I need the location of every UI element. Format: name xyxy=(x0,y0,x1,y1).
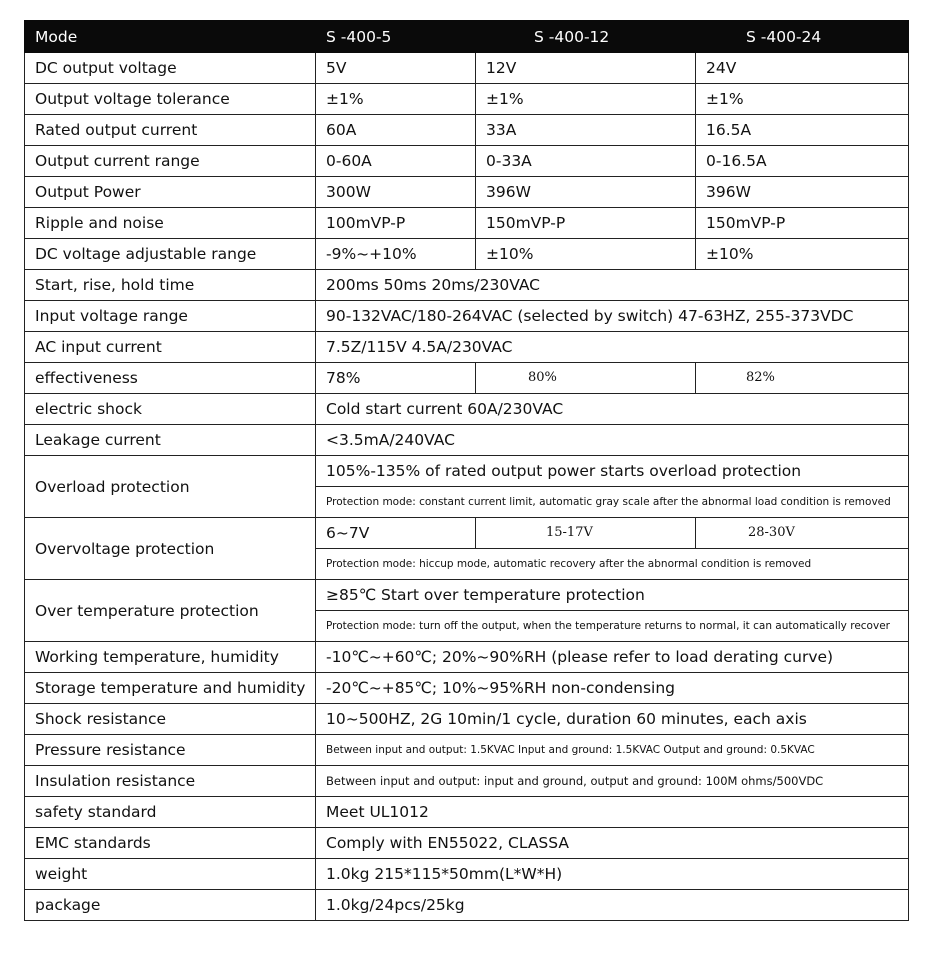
value-12v: 80% xyxy=(476,363,696,394)
row-label: Input voltage range xyxy=(25,301,316,332)
row-label: Leakage current xyxy=(25,425,316,456)
row-label: DC output voltage xyxy=(25,53,316,84)
value-all: 10~500HZ, 2G 10min/1 cycle, duration 60 minutes, each axis xyxy=(316,704,909,735)
value-5v: 0-60A xyxy=(316,146,476,177)
row-label: Overvoltage protection xyxy=(25,518,316,580)
value-12v: 150mVP-P xyxy=(476,208,696,239)
overload-mode: Protection mode: constant current limit, automatic gray scale after the abnormal load condition is removed xyxy=(316,487,909,518)
row-label: EMC standards xyxy=(25,828,316,859)
row-weight xyxy=(25,859,909,890)
value-12v: ±1% xyxy=(476,84,696,115)
row-pressure xyxy=(25,735,909,766)
value-24v: 82% xyxy=(696,363,909,394)
value-12v: 15-17V xyxy=(476,518,696,549)
value-24v: 24V xyxy=(696,53,909,84)
row-rated-current xyxy=(25,115,909,146)
value-all: Comply with EN55022, CLASSA xyxy=(316,828,909,859)
value-24v: ±10% xyxy=(696,239,909,270)
value-all: 200ms 50ms 20ms/230VAC xyxy=(316,270,909,301)
row-current-range xyxy=(25,146,909,177)
row-storage-temp xyxy=(25,673,909,704)
row-label: Start, rise, hold time xyxy=(25,270,316,301)
value-24v: ±1% xyxy=(696,84,909,115)
overtemp-mode: Protection mode: turn off the output, when the temperature returns to normal, it can automatically recover xyxy=(316,611,909,642)
value-5v: 60A xyxy=(316,115,476,146)
row-tolerance xyxy=(25,84,909,115)
value-12v: 12V xyxy=(476,53,696,84)
row-label: DC voltage adjustable range xyxy=(25,239,316,270)
value-all: Meet UL1012 xyxy=(316,797,909,828)
value-24v: 16.5A xyxy=(696,115,909,146)
value-5v: 6~7V xyxy=(316,518,476,549)
value-5v: ±1% xyxy=(316,84,476,115)
value-5v: -9%~+10% xyxy=(316,239,476,270)
value-5v: 5V xyxy=(316,53,476,84)
row-ac-current xyxy=(25,332,909,363)
row-start-time xyxy=(25,270,909,301)
value-all: -20℃~+85℃; 10%~95%RH non-condensing xyxy=(316,673,909,704)
row-emc xyxy=(25,828,909,859)
row-label: AC input current xyxy=(25,332,316,363)
header-model-12: S -400-12 xyxy=(476,21,696,53)
row-label: Overload protection xyxy=(25,456,316,518)
row-label: Working temperature, humidity xyxy=(25,642,316,673)
row-label: Output Power xyxy=(25,177,316,208)
value-all: Between input and output: input and ground, output and ground: 100M ohms/500VDC xyxy=(316,766,909,797)
row-label: safety standard xyxy=(25,797,316,828)
value-12v: 0-33A xyxy=(476,146,696,177)
row-label: Output current range xyxy=(25,146,316,177)
value-all: 1.0kg/24pcs/25kg xyxy=(316,890,909,921)
value-all: 1.0kg 215*115*50mm(L*W*H) xyxy=(316,859,909,890)
row-working-temp xyxy=(25,642,909,673)
value-12v: ±10% xyxy=(476,239,696,270)
header-mode: Mode xyxy=(25,21,316,53)
row-label: effectiveness xyxy=(25,363,316,394)
value-5v: 300W xyxy=(316,177,476,208)
row-overvoltage xyxy=(25,518,909,549)
row-label: Ripple and noise xyxy=(25,208,316,239)
row-label: Over temperature protection xyxy=(25,580,316,642)
value-all: Between input and output: 1.5KVAC Input and ground: 1.5KVAC Output and ground: 0.5KVAC xyxy=(316,735,909,766)
value-24v: 396W xyxy=(696,177,909,208)
overtemp-threshold: ≥85℃ Start over temperature protection xyxy=(316,580,909,611)
value-24v: 0-16.5A xyxy=(696,146,909,177)
row-package xyxy=(25,890,909,921)
row-adjustable-range xyxy=(25,239,909,270)
value-5v: 78% xyxy=(316,363,476,394)
value-all: -10℃~+60℃; 20%~90%RH (please refer to load derating curve) xyxy=(316,642,909,673)
row-input-range xyxy=(25,301,909,332)
overvoltage-mode: Protection mode: hiccup mode, automatic recovery after the abnormal condition is removed xyxy=(316,549,909,580)
spec-table xyxy=(24,20,909,921)
value-24v: 28-30V xyxy=(696,518,909,549)
row-electric-shock xyxy=(25,394,909,425)
spec-sheet xyxy=(24,20,908,921)
value-5v: 100mVP-P xyxy=(316,208,476,239)
row-overtemp xyxy=(25,580,909,611)
row-safety xyxy=(25,797,909,828)
value-all: 90-132VAC/180-264VAC (selected by switch) 47-63HZ, 255-373VDC xyxy=(316,301,909,332)
row-ripple xyxy=(25,208,909,239)
value-12v: 33A xyxy=(476,115,696,146)
row-label: Output voltage tolerance xyxy=(25,84,316,115)
row-dc-output-voltage xyxy=(25,53,909,84)
row-shock-resistance xyxy=(25,704,909,735)
overload-threshold: 105%-135% of rated output power starts overload protection xyxy=(316,456,909,487)
row-label: Storage temperature and humidity xyxy=(25,673,316,704)
row-label: electric shock xyxy=(25,394,316,425)
row-label: weight xyxy=(25,859,316,890)
row-insulation xyxy=(25,766,909,797)
header-model-5: S -400-5 xyxy=(316,21,476,53)
row-label: Shock resistance xyxy=(25,704,316,735)
value-12v: 396W xyxy=(476,177,696,208)
value-24v: 150mVP-P xyxy=(696,208,909,239)
value-all: <3.5mA/240VAC xyxy=(316,425,909,456)
value-all: Cold start current 60A/230VAC xyxy=(316,394,909,425)
row-label: Pressure resistance xyxy=(25,735,316,766)
header-row xyxy=(25,21,909,53)
row-overload xyxy=(25,456,909,487)
row-label: package xyxy=(25,890,316,921)
row-effectiveness xyxy=(25,363,909,394)
header-model-24: S -400-24 xyxy=(696,21,909,53)
row-label: Insulation resistance xyxy=(25,766,316,797)
row-output-power xyxy=(25,177,909,208)
row-leakage xyxy=(25,425,909,456)
value-all: 7.5Z/115V 4.5A/230VAC xyxy=(316,332,909,363)
row-label: Rated output current xyxy=(25,115,316,146)
